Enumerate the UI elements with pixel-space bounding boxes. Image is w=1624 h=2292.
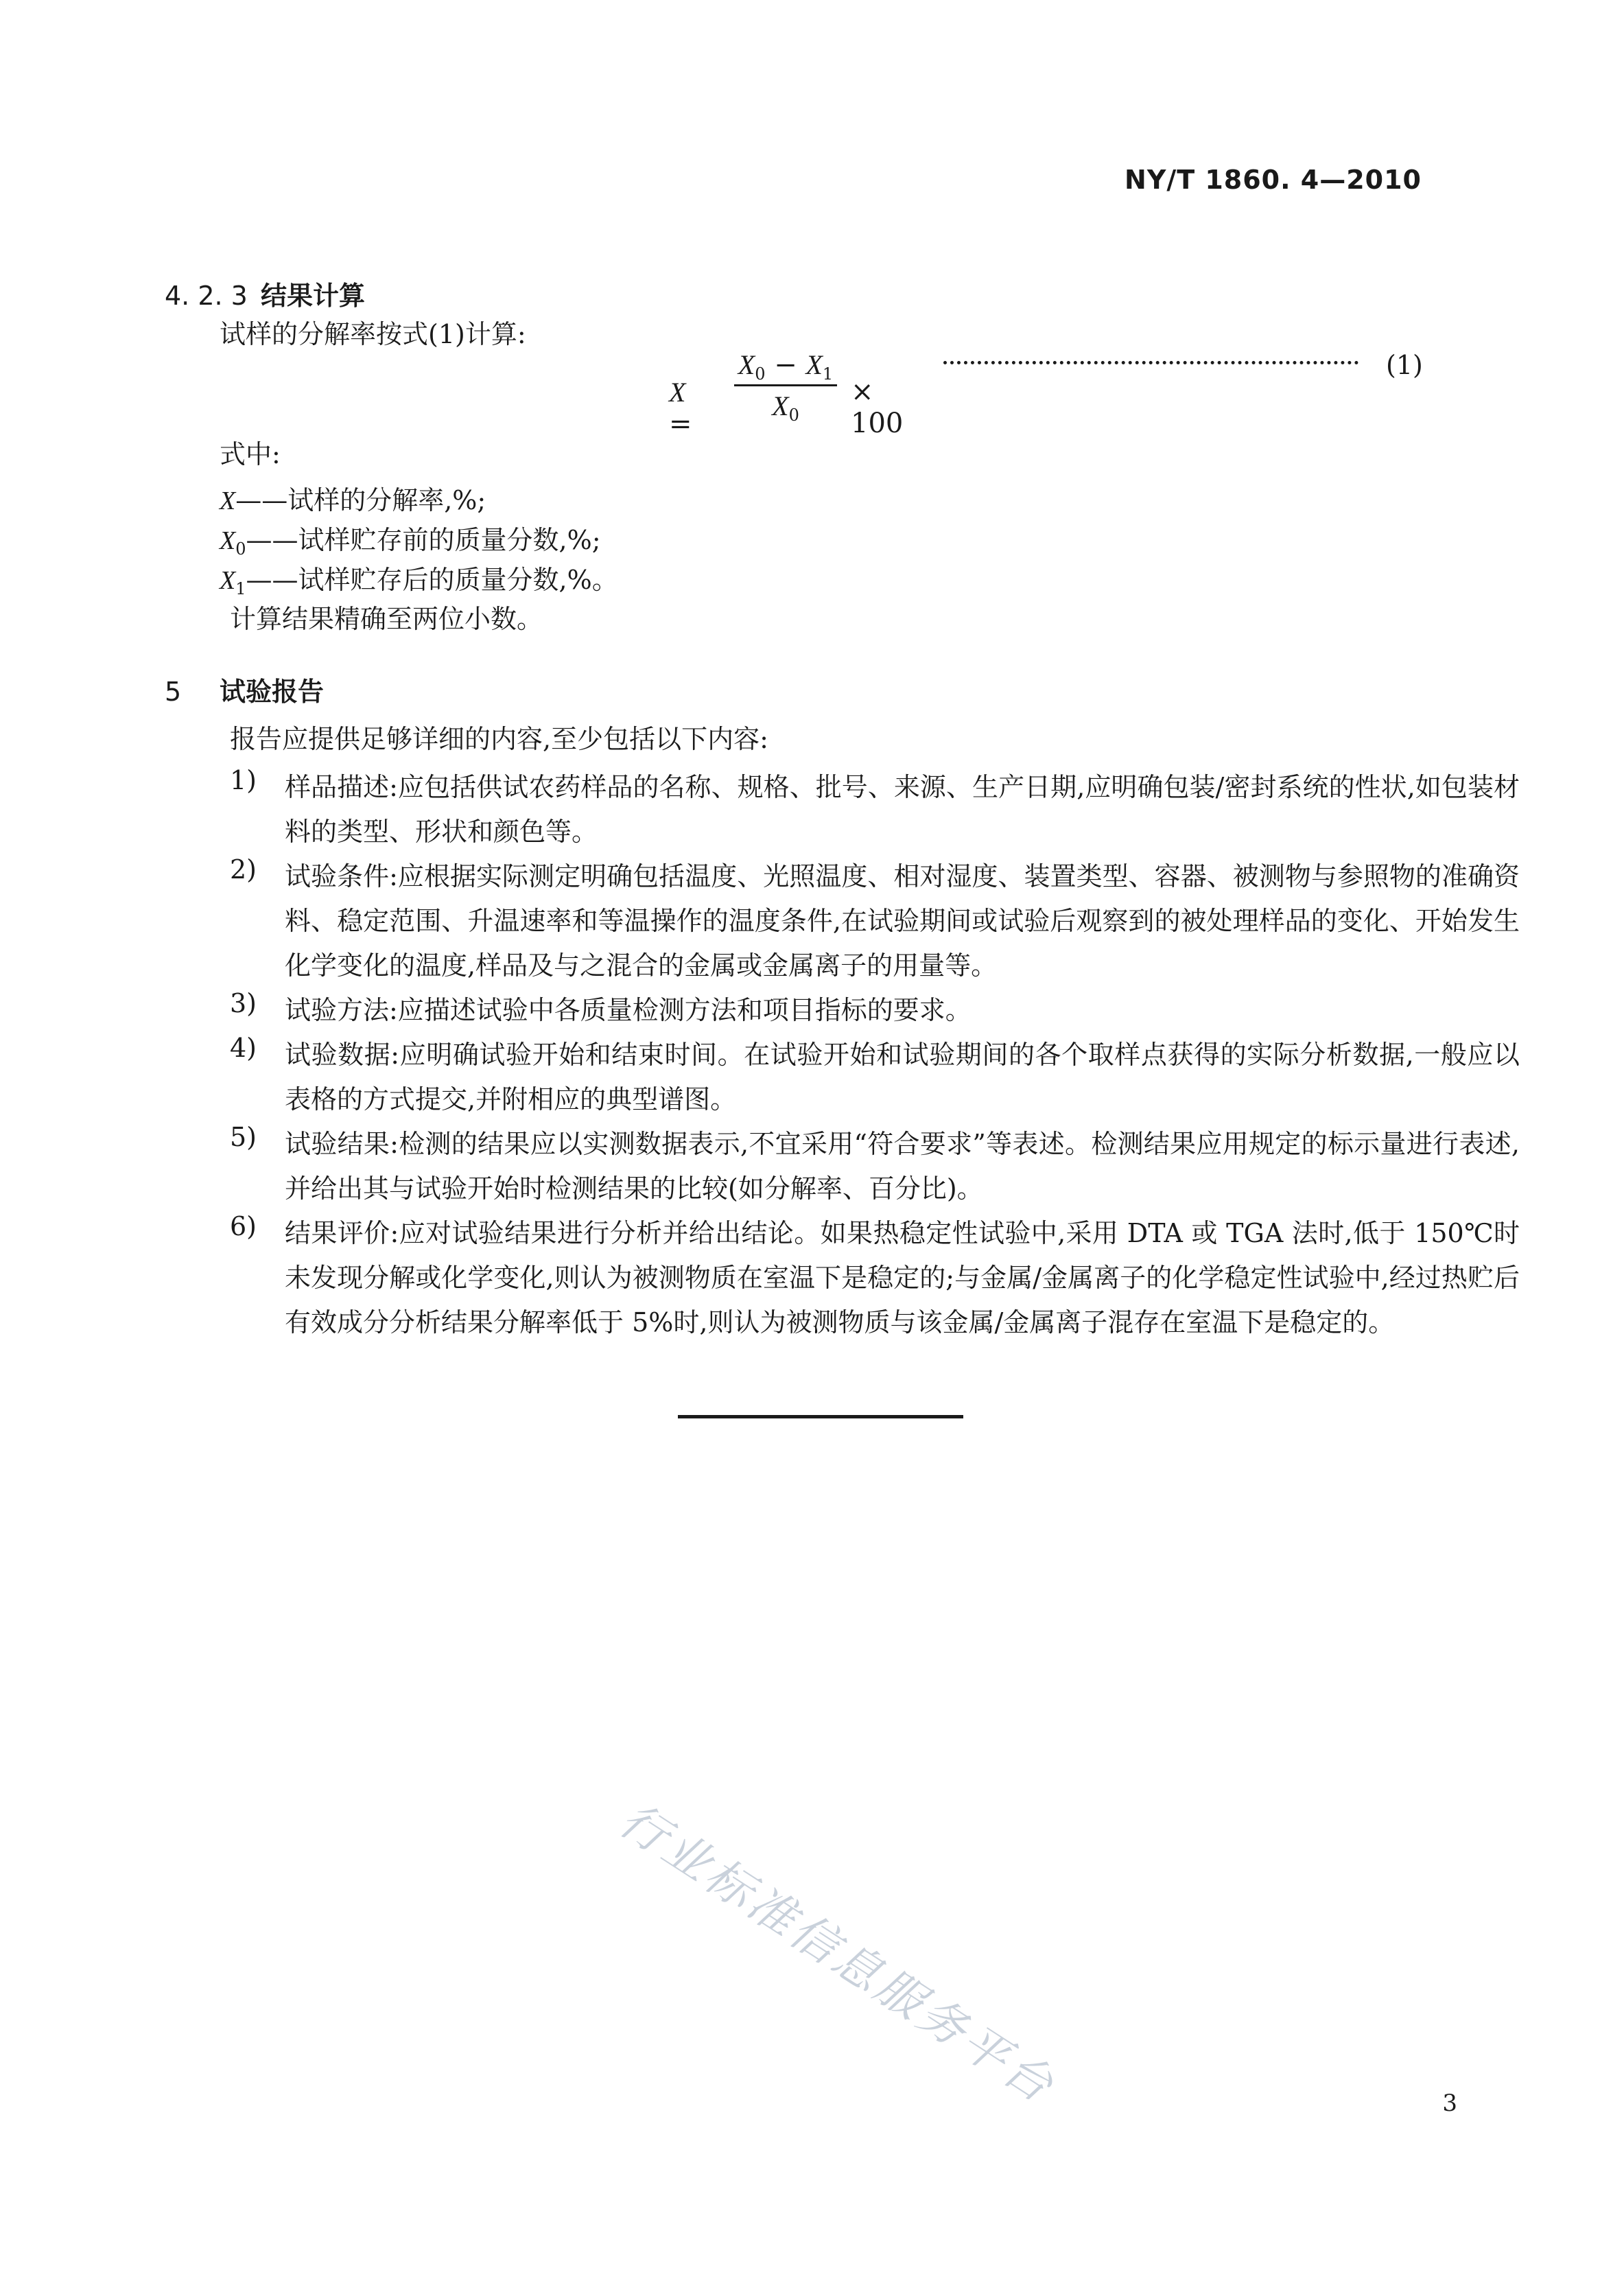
section-title: 结果计算 <box>261 281 366 311</box>
item-label: 3) <box>230 988 257 1018</box>
item-label: 5) <box>230 1122 257 1152</box>
item-text: 试验结果:检测的结果应以实测数据表示,不宜采用“符合要求”等表述。检测结果应用规定的标示量进行表述,并给出其与试验开始时检测结果的比较(如分解率、百分比)。 <box>285 1129 1520 1204</box>
page-number: 3 <box>1442 2090 1457 2117</box>
item-label: 1) <box>230 765 257 795</box>
formula-intro: 试样的分解率按式(1)计算: <box>220 319 526 349</box>
equation-number: (1) <box>1386 350 1423 380</box>
item-label: 2) <box>230 854 257 885</box>
dot-leader <box>943 357 1358 364</box>
variable-row: $X_0——$试样贮存前的质量分数,%; <box>220 525 601 559</box>
formula-multiplier: × 100 <box>851 376 904 439</box>
item-text: 试验方法:应描述试验中各质量检测方法和项目指标的要求。 <box>285 995 972 1025</box>
section-number: 5 <box>165 677 182 707</box>
variable-row: X——试样的分解率,%; <box>220 485 486 515</box>
watermark: 行业标准信息服务平台 <box>609 1792 1066 2115</box>
item-text: 试验数据:应明确试验开始和结束时间。在试验开始和试验期间的各个取样点获得的实际分析数据,一般应以表格的方式提交,并附相应的典型谱图。 <box>285 1040 1520 1114</box>
standard-code: NY/T 1860. 4—2010 <box>1125 165 1422 195</box>
where-label: 式中: <box>220 439 281 469</box>
section-4-2-3-heading <box>165 274 365 312</box>
item-text: 结果评价:应对试验结果进行分析并给出结论。如果热稳定性试验中,采用 DTA 或 TGA 法时,低于 150℃时未发现分解或化学变化,则认为被测物质在室温下是稳定的;与金属/金属离子的化学稳定性试验中,经过热贮后有效成分分析结果分解率低于 5%时,则认为被测物质与该金属/金属离子混存在室温下是稳定的。 <box>285 1218 1520 1337</box>
variable-row: $X_1——$试样贮存后的质量分数,%。 <box>220 565 618 598</box>
fraction-bar <box>734 384 837 386</box>
precision-note: 计算结果精确至两位小数。 <box>230 604 543 634</box>
report-intro: 报告应提供足够详细的内容,至少包括以下内容: <box>230 724 768 754</box>
item-text: 试验条件:应根据实际测定明确包括温度、光照温度、相对湿度、装置类型、容器、被测物与参照物的准确资料、稳定范围、升温速率和等温操作的温度条件,在试验期间或试验后观察到的被处理样品的变化、开始发生化学变化的温度,样品及与之混合的金属或金属离子的用量等。 <box>285 861 1520 981</box>
fraction-denominator: $X_0$ <box>772 390 799 425</box>
formula-lhs: X = <box>669 377 692 440</box>
fraction-numerator: $X_0 - X_1$ <box>738 349 834 384</box>
item-label: 4) <box>230 1033 257 1063</box>
section-number: 4. 2. 3 <box>165 281 248 311</box>
section-title: 试验报告 <box>220 677 325 707</box>
item-text: 样品描述:应包括供试农药样品的名称、规格、批号、来源、生产日期,应明确包装/密封系统的性状,如包装材料的类型、形状和颜色等。 <box>285 772 1520 847</box>
end-rule <box>678 1415 963 1418</box>
item-label: 6) <box>230 1211 257 1241</box>
section-5-heading <box>165 670 324 708</box>
